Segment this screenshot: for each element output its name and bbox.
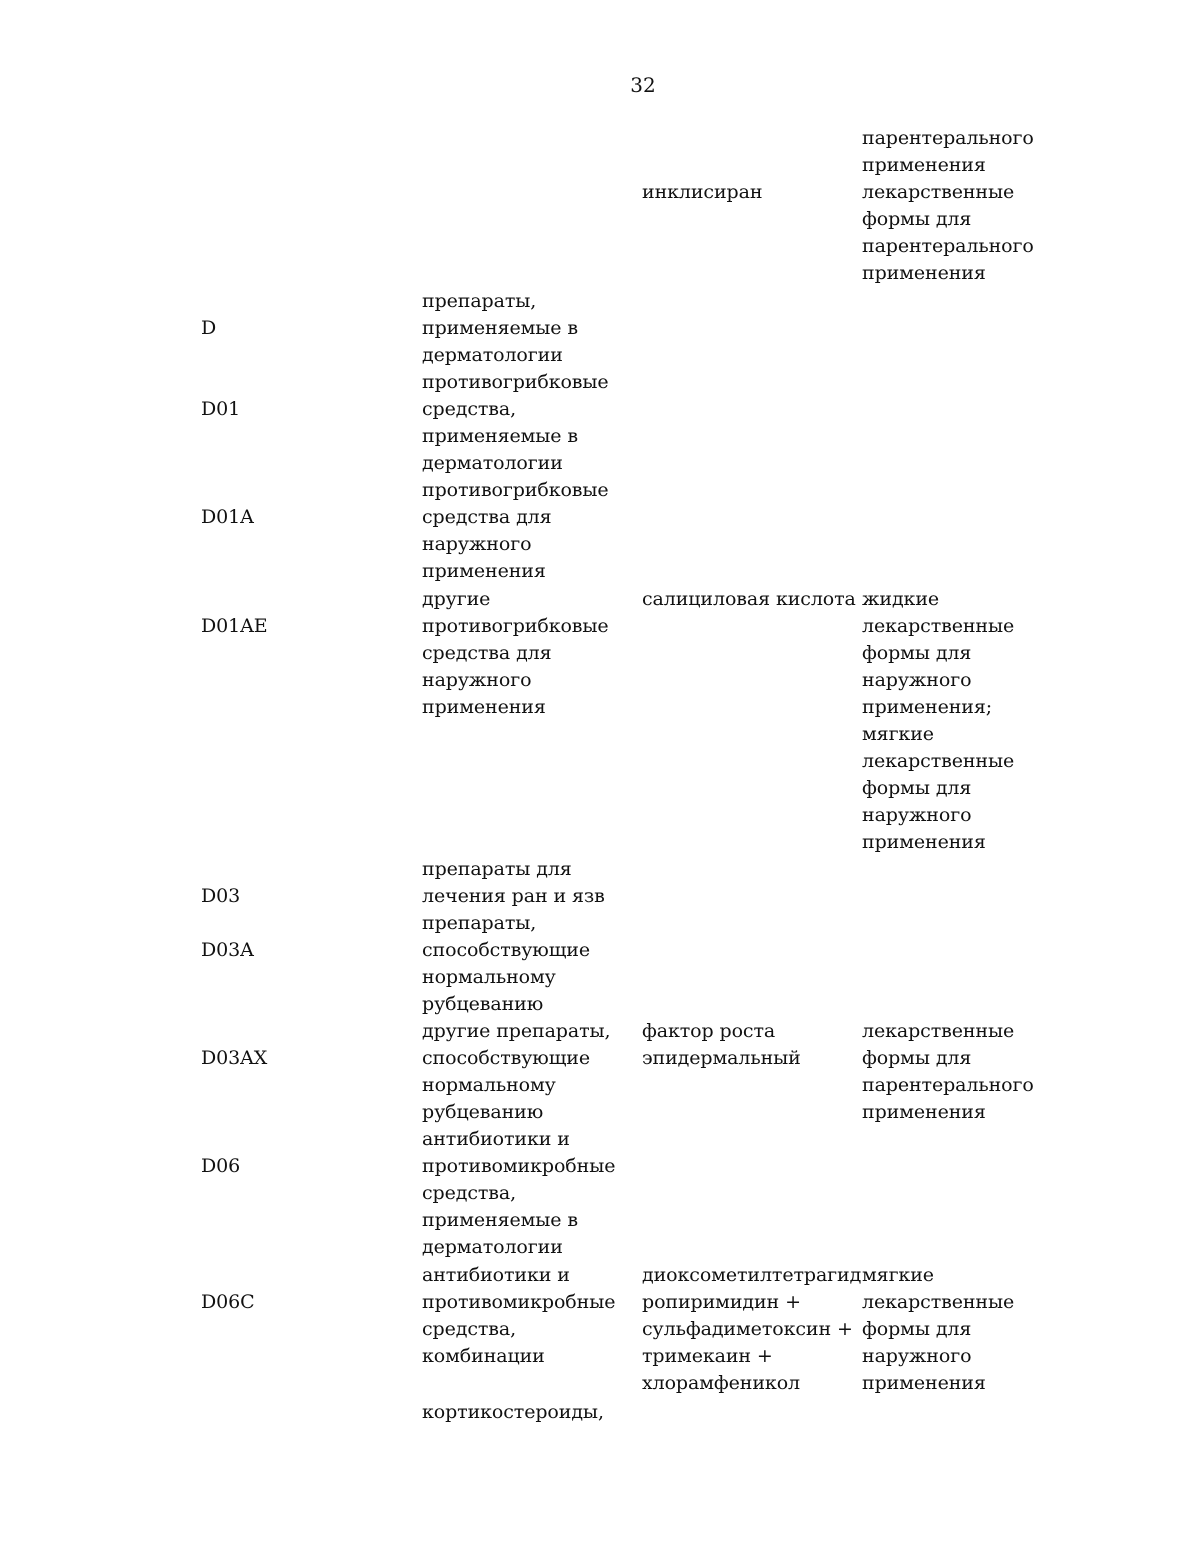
dosage-form-cell: парентерального применения лекарственные формы для парентерального применения bbox=[862, 127, 1034, 284]
group-name-cell: препараты, применяемые в дерматологии bbox=[422, 290, 578, 366]
dosage-form-cell: лекарственные формы для парентерального применения bbox=[862, 1020, 1034, 1123]
group-name-cell: препараты, способствующие нормальному рубцеванию bbox=[422, 912, 591, 1015]
atc-code-cell: D03AX bbox=[201, 1047, 268, 1069]
group-name-cell: другие противогрибковые средства для наружного применения bbox=[422, 588, 609, 718]
drug-cell: фактор роста эпидермальный bbox=[642, 1020, 801, 1069]
atc-code-cell: D bbox=[201, 317, 217, 339]
dosage-form-cell: жидкие лекарственные формы для наружного применения; мягкие лекарственные формы для наружного применения bbox=[862, 588, 1015, 853]
group-name-cell: кортикостероиды, bbox=[422, 1401, 604, 1423]
atc-code-cell: D06C bbox=[201, 1291, 255, 1313]
drug-cell: салициловая кислота bbox=[642, 588, 856, 610]
drug-cell: диоксометилтетрагид ропиримидин + сульфадиметоксин + тримекаин + хлорамфеникол bbox=[642, 1264, 862, 1394]
group-name-cell: другие препараты, способствующие нормальному рубцеванию bbox=[422, 1020, 611, 1123]
group-name-cell: антибиотики и противомикробные средства, комбинации bbox=[422, 1264, 616, 1367]
group-name-cell: антибиотики и противомикробные средства, применяемые в дерматологии bbox=[422, 1128, 616, 1258]
group-name-cell: противогрибковые средства, применяемые в дерматологии bbox=[422, 371, 609, 474]
dosage-form-cell: мягкие лекарственные формы для наружного применения bbox=[862, 1264, 1015, 1394]
atc-code-cell: D06 bbox=[201, 1155, 241, 1177]
atc-code-cell: D03 bbox=[201, 885, 241, 907]
atc-code-cell: D01 bbox=[201, 398, 241, 420]
group-name-cell: противогрибковые средства для наружного применения bbox=[422, 479, 609, 582]
atc-code-cell: D03A bbox=[201, 939, 254, 961]
drug-cell: инклисиран bbox=[642, 181, 763, 203]
page-number: 32 bbox=[630, 73, 656, 97]
group-name-cell: препараты для лечения ран и язв bbox=[422, 858, 605, 907]
atc-code-cell: D01A bbox=[201, 506, 254, 528]
atc-code-cell: D01AE bbox=[201, 615, 268, 637]
